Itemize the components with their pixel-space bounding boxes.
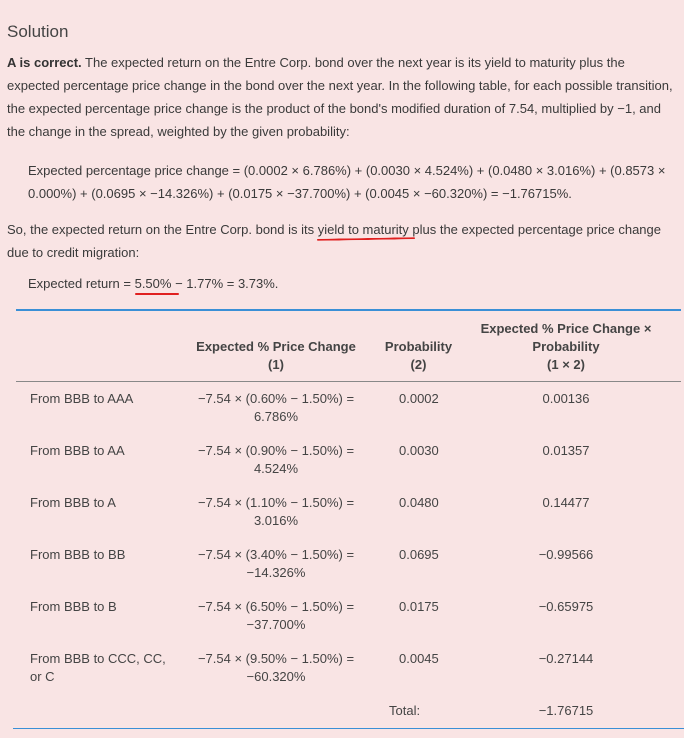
probability-cell: 0.0695 [399,547,439,562]
price-change-cell: −7.54 × (1.10% − 1.50%) = 3.016% [197,495,355,528]
intro-bold: A is correct. [7,55,82,70]
probability-cell: 0.0175 [399,599,439,614]
probability-cell: 0.0030 [399,443,439,458]
intro-text: The expected return on the Entre Corp. bond over the next year is its yield to maturity plus the expected percentage price change in the bond over the next year. In the following table, for each possible transition, the expected percentage price change is the product of the bond's modified duration of 7.54, multiplied by −1, and the change in the spread, weighted by the given probability: [7,55,673,139]
price-change-cell: −7.54 × (0.90% − 1.50%) = 4.524% [197,443,355,476]
probability-cell: 0.0002 [399,391,439,406]
header-rule [16,381,681,382]
table-top-rule [16,309,681,311]
weighted-cell: −0.99566 [538,547,594,562]
price-change-equation: Expected percentage price change = (0.0002 × 6.786%) + (0.0030 × 4.524%) + (0.0480 × 3.016%) + (0.8573 × 0.000%) + (0.0695 × −14.326%) + (0.0175 × −37.700%) + (0.0045 × −60.320%) = −1.76715%. [28,163,666,201]
total-value: −1.76715 [538,703,594,718]
transition-cell: From BBB to B [30,599,117,614]
weighted-cell: 0.14477 [542,495,590,510]
weighted-cell: 0.01357 [542,443,590,458]
transition-cell: From BBB to A [30,495,116,510]
solution-heading: Solution [7,22,69,41]
transition-table [16,309,681,729]
total-label: Total: [389,703,421,718]
expected-return-equation: Expected return = 5.50% − 1.77% = 3.73%. [28,276,279,291]
table-row [16,494,681,546]
header-probability: Probability (2) [384,339,453,372]
expected-return-paragraph: So, the expected return on the Entre Corp. bond is its yield to maturity plus the expected percentage price change due to credit migration: [7,222,661,260]
table-row [16,650,681,702]
price-change-cell: −7.54 × (3.40% − 1.50%) = −14.326% [197,547,355,580]
probability-cell: 0.0480 [399,495,439,510]
intro-paragraph [7,51,675,143]
table-bottom-rule [13,728,684,729]
transition-cell: From BBB to AAA [30,391,134,406]
weighted-cell: 0.00136 [542,391,590,406]
header-weighted-change: Expected % Price Change × Probability (1 × 2) [480,321,652,372]
table-row [16,442,681,494]
table-row [16,390,681,442]
transition-cell: From BBB to AA [30,443,125,458]
price-change-cell: −7.54 × (9.50% − 1.50%) = −60.320% [197,651,355,684]
header-price-change: Expected % Price Change (1) [196,339,356,372]
transition-cell: From BBB to BB [30,547,126,562]
probability-cell: 0.0045 [399,651,439,666]
transition-cell: From BBB to CCC, CC, or C [30,651,166,684]
table-row [16,598,681,650]
red-underline-annotation [135,293,179,295]
price-change-cell: −7.54 × (0.60% − 1.50%) = 6.786% [197,391,355,424]
weighted-cell: −0.65975 [538,599,594,614]
table-row [16,546,681,598]
weighted-cell: −0.27144 [538,651,594,666]
price-change-cell: −7.54 × (6.50% − 1.50%) = −37.700% [197,599,355,632]
